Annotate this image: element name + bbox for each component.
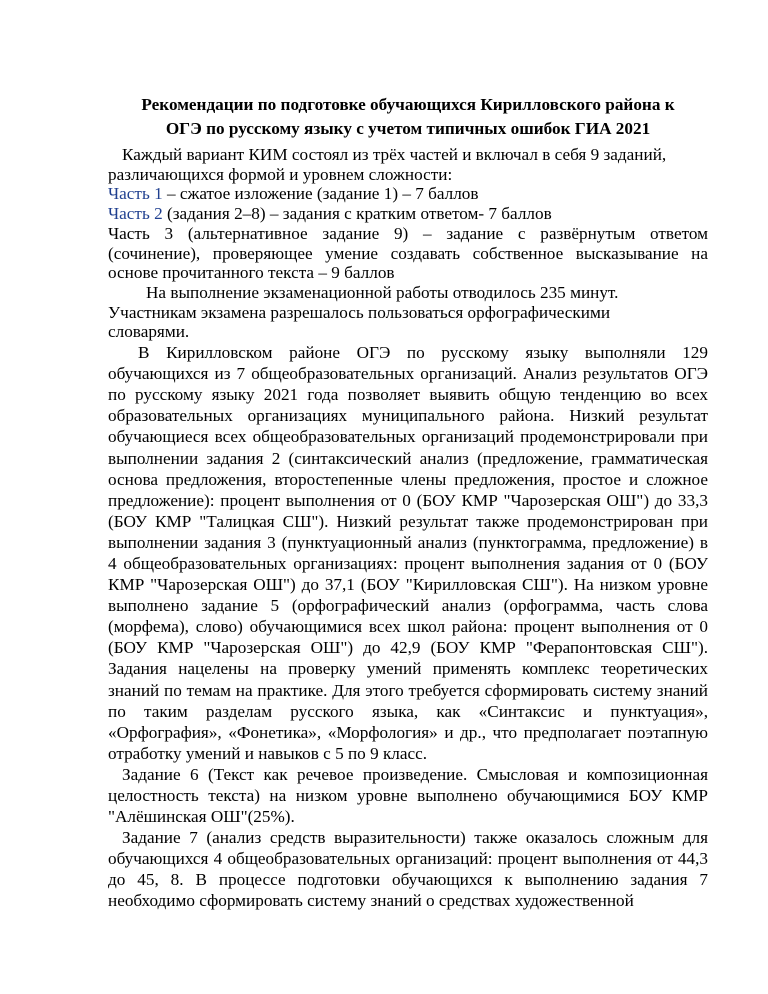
part-2-line (108, 204, 708, 224)
part-2-label: Часть 2 (108, 204, 163, 224)
document-title (108, 93, 708, 141)
time-line-1: На выполнение экзаменационной работы отводилось 235 минут. (146, 282, 619, 302)
task-7-paragraph: Задание 7 (анализ средств выразительности) также оказалось сложным для обучающихся 4 общеобразовательных организаций: процент выполнения от 44,3 до 45, 8. В процессе подготовки обучающихся к выполнению задания 7 необходимо сформировать систему знаний о средствах художественной (108, 828, 708, 911)
part-3-paragraph: Часть 3 (альтернативное задание 9) – задание с развёрнутым ответом (сочинение), проверяющее умение создавать собственное высказывание на основе прочитанного текста – 9 баллов (108, 223, 708, 283)
analysis-paragraph: В Кирилловском районе ОГЭ по русскому языку выполняли 129 обучающихся из 7 общеобразовательных организаций. Анализ результатов ОГЭ по русскому языку 2021 года позволяет выявить общую тенденцию во всех образовательных организациях муниципального района. Низкий результат обучающиеся всех общеобразовательных организаций продемонстрировали при выполнении задания 2 (синтаксический анализ (предложение, грамматическая основа предложения, второстепенные члены предложения, простое и сложное предложение): процент выполнения от 0 (БОУ КМР "Чарозерская ОШ") до 33,3 (БОУ КМР "Талицкая СШ"). Низкий результат также продемонстрирован при выполнении задания 3 (пунктуационный анализ (пунктограмма, предложение) в 4 общеобразовательных организациях: процент выполнения задания от 0 (БОУ КМР "Чарозерская ОШ") до 37,1 (БОУ "Кирилловская СШ"). На низком уровне выполнено задание 5 (орфографический анализ (орфограмма, часть слова (морфема), слово) обучающимися всех школ района: процент выполнения от 0 (БОУ КМР "Чарозерская ОШ") до 42,9 (БОУ КМР "Ферапонтовская СШ"). Задания нацелены на проверку умений применять комплекс теоретических знаний по темам на практике. Для этого требуется сформировать систему знаний по таким разделам русского языка, как «Синтаксис и пунктуация», «Орфография», «Фонетика», «Морфология» и др., что предполагает поэтапную отработку умений и навыков с 5 по 9 класс. (108, 343, 708, 763)
title-line-2: ОГЭ по русскому языку с учетом типичных ошибок ГИА 2021 (165, 119, 651, 138)
task-6-paragraph: Задание 6 (Текст как речевое произведение. Смысловая и композиционная целостность текста) на низком уровне выполнено обучающимися БОУ КМР "Алёшинская ОШ"(25%). (108, 764, 708, 827)
time-line-2: Участникам экзамена разрешалось пользоваться орфографическими (108, 302, 611, 322)
part-1-label: Часть 1 (108, 184, 163, 204)
part-2-text: (задания 2–8) – задания с кратким ответом- 7 баллов (162, 204, 552, 224)
part-1-text: – сжатое изложение (задание 1) – 7 баллов (162, 184, 479, 204)
exam-structure-section (108, 145, 708, 342)
document-page (108, 93, 708, 912)
time-line-3: словарями. (108, 322, 190, 342)
part-1-line (108, 184, 708, 204)
title-line-1: Рекомендации по подготовке обучающихся Кирилловского района к (141, 95, 675, 114)
results-section (108, 342, 708, 912)
intro-paragraph: Каждый вариант КИМ состоял из трёх частей и включал в себя 9 заданий, различающихся формой и уровнем сложности: (108, 145, 667, 184)
